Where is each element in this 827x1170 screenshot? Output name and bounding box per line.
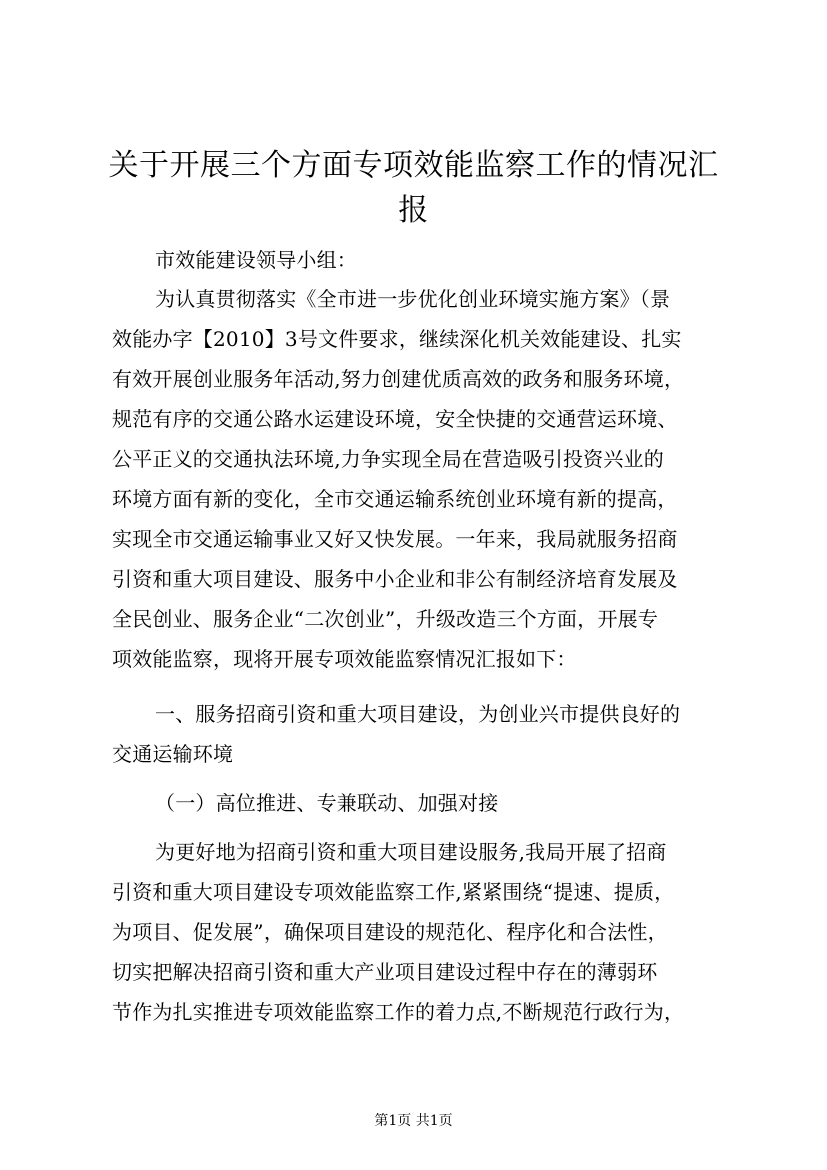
body-line: 为认真贯彻落实《全市进一步优化创业环境实施方案》（景 — [155, 287, 671, 311]
body-line: 节作为扎实推进专项效能监察工作的着力点,不断规范行政行为， — [112, 1000, 685, 1024]
section-heading: 一、服务招商引资和重大项目建设，为创业兴市提供良好的 — [155, 702, 681, 726]
section-heading: 交通运输环境 — [112, 742, 234, 766]
body-line: 切实把解决招商引资和重大产业项目建设过程中存在的薄弱环 — [112, 960, 658, 984]
body-line: 规范有序的交通公路水运建设环境，安全快捷的交通营运环境、 — [112, 407, 678, 431]
body-line: 引资和重大项目建设、服务中小企业和非公有制经济培育发展及 — [112, 567, 678, 591]
document-title-line1: 关于开展三个方面专项效能监察工作的情况汇 — [108, 148, 719, 183]
body-line: 实现全市交通运输事业又好又快发展。一年来，我局就服务招商 — [112, 527, 678, 551]
body-line: 引资和重大项目建设专项效能监察工作,紧紧围绕“提速、提质， — [112, 880, 675, 904]
subsection-heading: （一）高位推进、专兼联动、加强对接 — [155, 791, 499, 815]
document-title-line2: 报 — [398, 193, 429, 228]
page-footer: 第1页 共1页 — [374, 1113, 453, 1129]
body-line: 公平正义的交通执法环境,力争实现全局在营造吸引投资兴业的 — [112, 447, 664, 471]
salutation: 市效能建设领导小组： — [155, 248, 357, 272]
body-line: 为项目、促发展”，确保项目建设的规范化、程序化和合法性， — [112, 920, 668, 944]
body-line: 为更好地为招商引资和重大项目建设服务,我局开展了招商 — [155, 840, 667, 864]
body-line: 有效开展创业服务年活动,努力创建优质高效的政务和服务环境， — [112, 367, 685, 391]
body-line: 环境方面有新的变化，全市交通运输系统创业环境有新的提高， — [112, 487, 678, 511]
body-line: 全民创业、服务企业“二次创业”，升级改造三个方面，开展专 — [112, 607, 659, 631]
body-line: 项效能监察，现将开展专项效能监察情况汇报如下： — [112, 647, 577, 671]
body-line: 效能办字【2010】3号文件要求，继续深化机关效能建设、扎实 — [112, 327, 682, 351]
